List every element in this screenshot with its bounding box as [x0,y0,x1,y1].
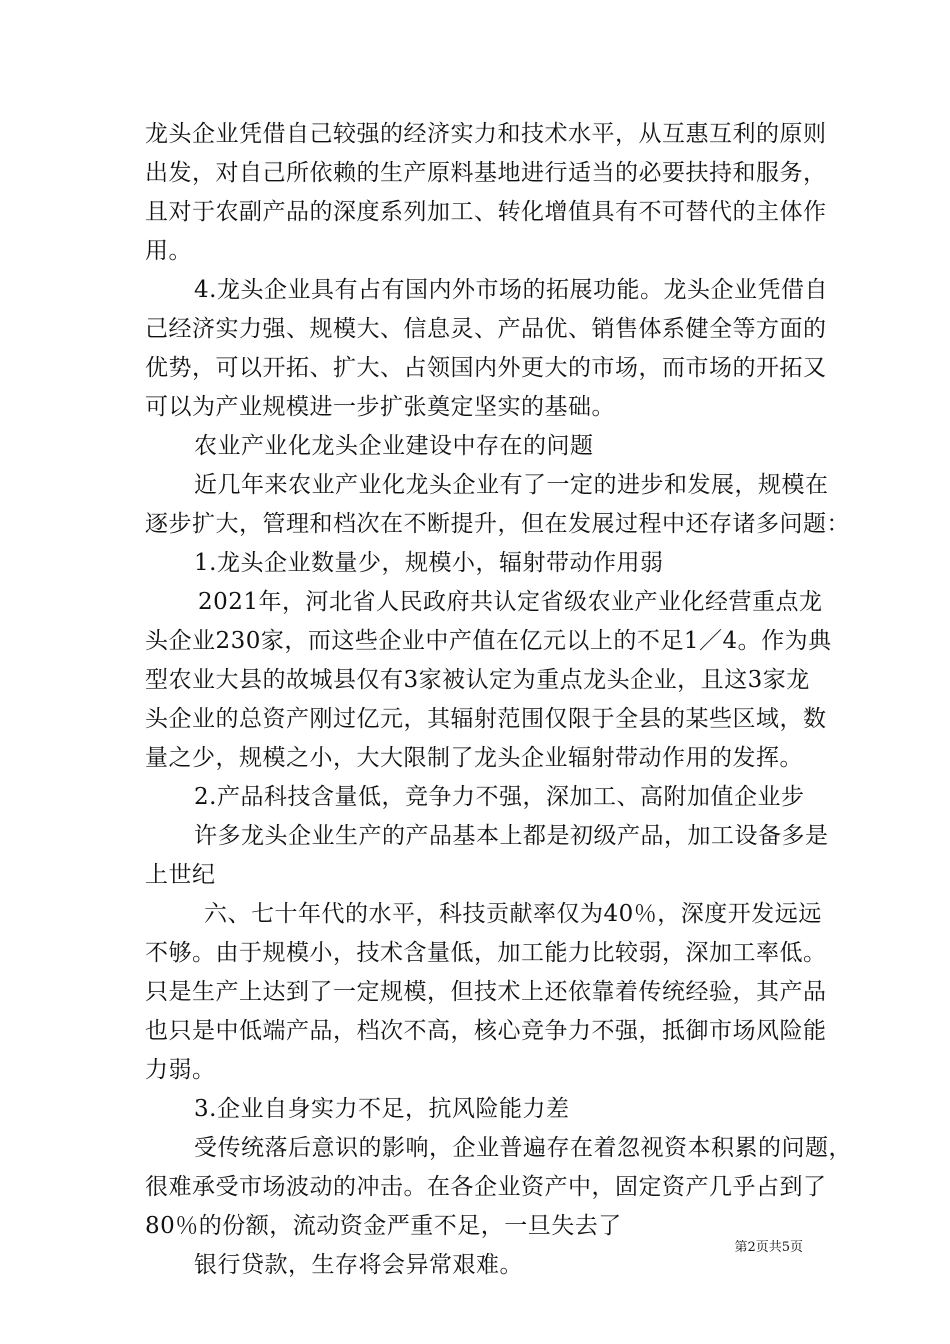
text-line: 头企业的总资产刚过亿元，其辐射范围仅限于全县的某些区域，数 [145,706,827,732]
text-line: 优势，可以开拓、扩大、占领国内外更大的市场，而市场的开拓又 [145,355,827,381]
text-line: 近几年来农业产业化龙头企业有了一定的进步和发展，规模在 [194,472,829,498]
text-line: 只是生产上达到了一定规模，但技术上还依靠着传统经验，其产品 [145,979,827,1005]
page-number-footer: 第2页共5页 [734,1240,803,1255]
section-heading: 农业产业化龙头企业建设中存在的问题 [194,433,594,459]
subheading: 3.企业自身实力不足，抗风险能力差 [194,1096,570,1122]
text-line: 力弱。 [145,1057,216,1083]
subheading: 2.产品科技含量低，竞争力不强，深加工、高附加值企业步 [194,784,805,810]
text-line: 逐步扩大，管理和档次在不断提升，但在发展过程中还存诸多问题： [145,511,850,537]
text-line: 六、七十年代的水平，科技贡献率仅为40％，深度开发远远 [204,901,822,927]
text-line: 头企业230家，而这些企业中产值在亿元以上的不足1／4。作为典 [145,628,832,654]
text-line: 且对于农副产品的深度系列加工、转化增值具有不可替代的主体作 [145,199,827,225]
text-line: 受传统落后意识的影响，企业普遍存在着忽视资本积累的问题， [194,1135,852,1161]
text-line: 型农业大县的故城县仅有3家被认定为重点龙头企业，且这3家龙 [145,667,810,693]
text-line: 4.龙头企业具有占有国内外市场的拓展功能。龙头企业凭借自 [194,277,828,303]
text-line: 用。 [145,238,192,264]
text-line: 上世纪 [145,862,216,888]
text-line: 2021年，河北省人民政府共认定省级农业产业化经营重点龙 [198,589,823,615]
text-line: 己经济实力强、规模大、信息灵、产品优、销售体系健全等方面的 [145,316,827,342]
text-line: 许多龙头企业生产的产品基本上都是初级产品，加工设备多是 [194,823,829,849]
text-line: 龙头企业凭借自己较强的经济实力和技术水平，从互惠互利的原则 [145,121,827,147]
text-line: 不够。由于规模小，技术含量低，加工能力比较弱，深加工率低。 [145,940,827,966]
text-line: 银行贷款，生存将会异常艰难。 [194,1252,523,1278]
text-line: 很难承受市场波动的冲击。在各企业资产中，固定资产几乎占到了 [145,1174,827,1200]
text-line: 80％的份额，流动资金严重不足，一旦失去了 [145,1213,622,1239]
text-line: 也只是中低端产品，档次不高，核心竞争力不强，抵御市场风险能 [145,1018,827,1044]
text-line: 出发，对自己所依赖的生产原料基地进行适当的必要扶持和服务， [145,160,827,186]
text-line: 量之少，规模之小，大大限制了龙头企业辐射带动作用的发挥。 [145,745,803,771]
subheading: 1.龙头企业数量少，规模小，辐射带动作用弱 [194,550,664,576]
text-line: 可以为产业规模进一步扩张奠定坚实的基础。 [145,394,615,420]
